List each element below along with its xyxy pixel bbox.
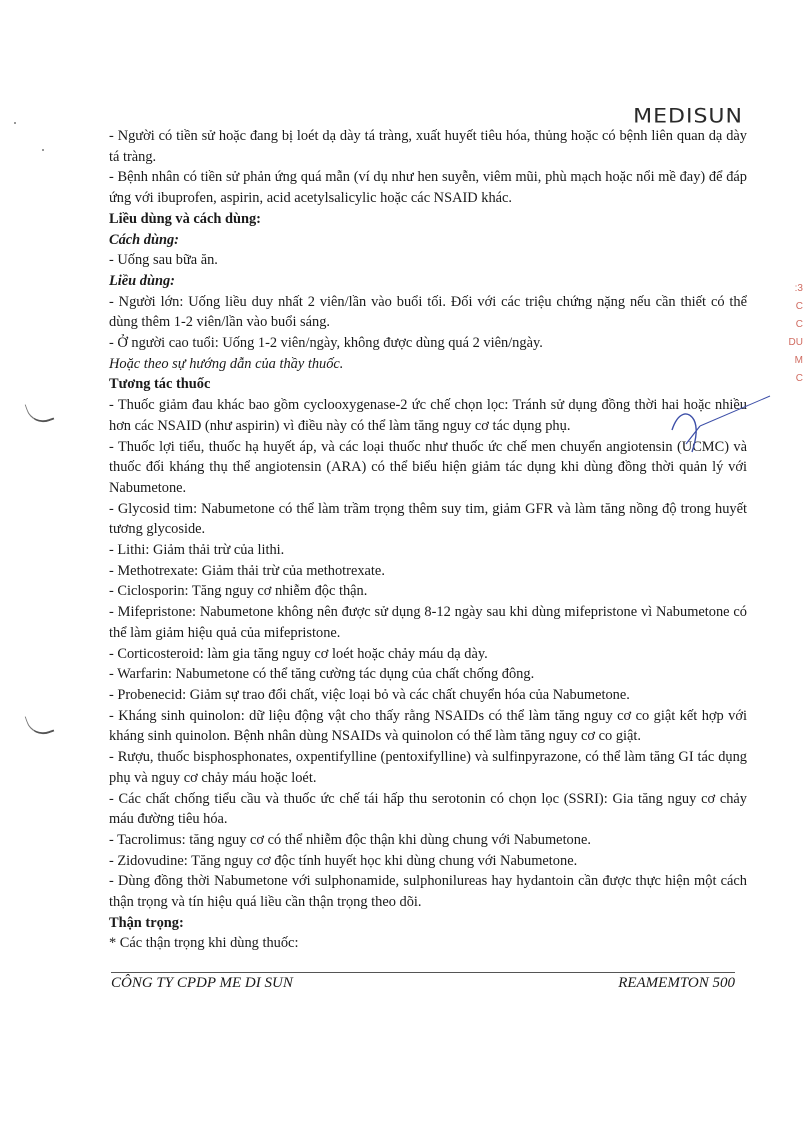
paragraph: - Corticosteroid: làm gia tăng nguy cơ loét hoặc chảy máu dạ dày. (109, 645, 488, 662)
paragraph: - Người lớn: Uống liều duy nhất 2 viên/lần vào buổi tối. Đối với các triệu chứng nặng nếu cần thiết có thể dùng thêm 1-2 viên/lần vào buổi sáng. (109, 293, 747, 331)
page-footer (111, 972, 735, 992)
paragraph: - Warfarin: Nabumetone có thể tăng cường tác dụng của chất chống đông. (109, 666, 535, 683)
paragraph: - Người có tiền sử hoặc đang bị loét dạ dày tá tràng, xuất huyết tiêu hóa, thủng hoặc có bệnh liên quan dạ dày tá tràng. (109, 128, 747, 165)
stamp-fragment: DU (788, 337, 803, 348)
paragraph: * Các thận trọng khi dùng thuốc: (109, 935, 299, 952)
section-heading: Thận trọng: (109, 914, 184, 931)
punch-hole-mark (25, 397, 55, 427)
signature-mark (660, 392, 780, 482)
paragraph: - Ở người cao tuổi: Uống 1-2 viên/ngày, không được dùng quá 2 viên/ngày. (109, 335, 543, 352)
paragraph: - Probenecid: Giảm sự trao đổi chất, việc loại bỏ và các chất chuyển hóa của Nabumetone. (109, 686, 630, 703)
paragraph: - Mifepristone: Nabumetone không nên được sử dụng 8-12 ngày sau khi dùng mifepristone vì Nabumetone có thể làm giảm hiệu quả của mifepristone. (109, 604, 747, 641)
punch-hole-mark (25, 709, 55, 739)
paragraph: - Glycosid tim: Nabumetone có thể làm trầm trọng thêm suy tim, giảm GFR và làm tăng nồng độ trong huyết tương glycoside. (109, 500, 747, 538)
section-heading: Tương tác thuốc (109, 376, 211, 393)
paragraph: - Dùng đồng thời Nabumetone với sulphonamide, sulphonilureas hay hydantoin cần được thực hiện một cách thận trọng và tín hiệu quá liều cần thận trọng theo dõi. (109, 873, 747, 911)
paragraph: - Zidovudine: Tăng nguy cơ độc tính huyết học khi dùng chung với Nabumetone. (109, 852, 578, 869)
paragraph: - Kháng sinh quinolon: dữ liệu động vật cho thấy rằng NSAIDs có thể làm tăng nguy cơ co giật kết hợp với kháng sinh quinolon. Bệnh nhân dùng NSAIDs và quinolon có thể làm tăng nguy cơ co giật. (109, 707, 747, 745)
paragraph: - Các chất chống tiểu cầu và thuốc ức chế tái hấp thu serotonin có chọn lọc (SSRI): Gia tăng nguy cơ chảy máu đường tiêu hóa. (109, 790, 747, 828)
document-body (109, 126, 747, 954)
paragraph: - Thuốc giảm đau khác bao gồm cyclooxygenase-2 ức chế chọn lọc: Tránh sử dụng đồng thời hai hoặc nhiều hơn các NSAID (như aspirin) vì điều này có thể làm tăng nguy cơ tác dụng phụ. (109, 397, 747, 434)
section-heading: Liều dùng: (109, 272, 175, 289)
section-heading: Liều dùng và cách dùng: (109, 210, 261, 227)
scan-dot (14, 122, 16, 124)
scan-dot (42, 149, 44, 151)
paragraph: - Rượu, thuốc bisphosphonates, oxpentifylline (pentoxifylline) và sulfinpyrazone, có thể làm tăng GI tác dụng phụ và nguy cơ chảy máu hoặc loét. (109, 749, 747, 786)
stamp-fragment: :3 (794, 283, 803, 294)
footer-product: REAMEMTON 500 (618, 975, 735, 991)
paragraph: - Ciclosporin: Tăng nguy cơ nhiễm độc thận. (109, 583, 368, 600)
brand-logo: MEDISUN (633, 105, 743, 128)
red-stamp-edge (781, 280, 803, 420)
stamp-fragment: C (795, 373, 803, 384)
footer-company: CÔNG TY CPDP ME DI SUN (111, 975, 293, 991)
stamp-fragment: C (795, 301, 803, 312)
paragraph: - Thuốc lợi tiểu, thuốc hạ huyết áp, và các loại thuốc như thuốc ức chế men chuyển angiotensin (UCMC) và thuốc đối kháng thụ thể angiotensin (ARA) có thể biểu hiện giảm tác dụng khi dùng đồng thời quản lý với Nabumetone. (109, 438, 747, 496)
stamp-fragment: M (794, 355, 803, 366)
paragraph: Hoặc theo sự hướng dẫn của thầy thuốc. (109, 355, 344, 372)
stamp-fragment: C (795, 319, 803, 330)
section-heading: Cách dùng: (109, 231, 179, 248)
paragraph: - Bệnh nhân có tiền sử phản ứng quá mẫn (ví dụ như hen suyễn, viêm mũi, phù mạch hoặc nổi mề đay) để đáp ứng với ibuprofen, aspirin, acid acetylsalicylic hoặc các NSAID khác. (109, 169, 747, 207)
paragraph: - Methotrexate: Giảm thải trừ của methotrexate. (109, 562, 385, 579)
paragraph: - Lithi: Giảm thải trừ của lithi. (109, 542, 285, 559)
paragraph: - Uống sau bữa ăn. (109, 252, 218, 269)
paragraph: - Tacrolimus: tăng nguy cơ có thể nhiễm độc thận khi dùng chung với Nabumetone. (109, 831, 591, 848)
